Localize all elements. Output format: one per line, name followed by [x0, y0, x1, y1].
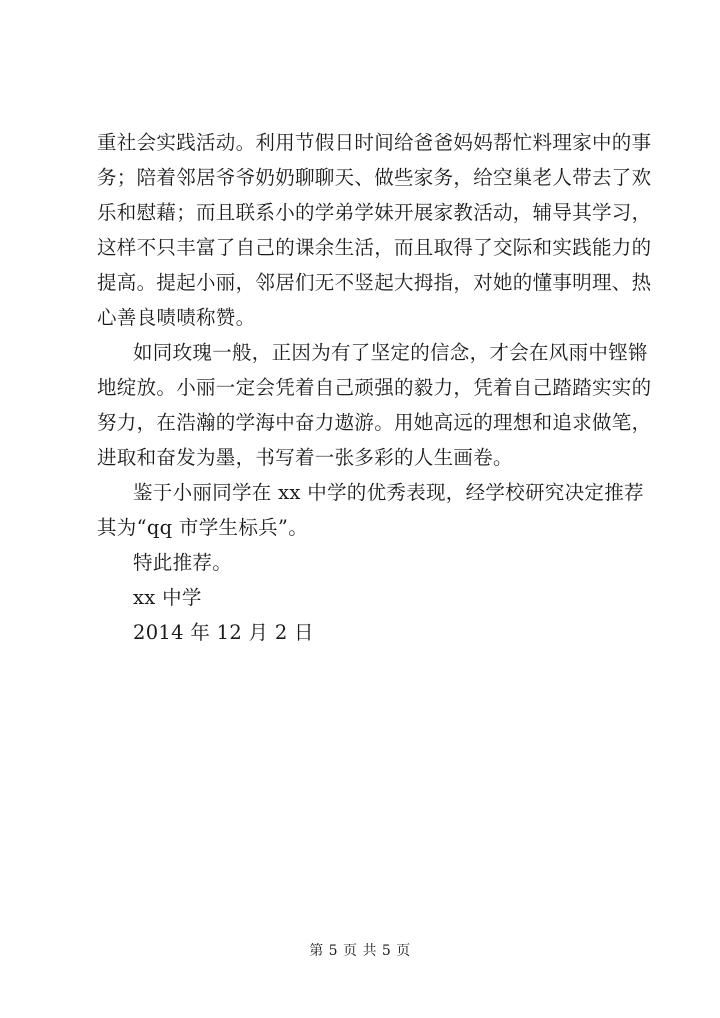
signature-school: xx 中学	[133, 586, 202, 609]
paragraph-line: 其为“qq 市学生标兵”。	[97, 516, 309, 539]
paragraph-line: 如同玫瑰一般，正因为有了坚定的信念，才会在风雨中铿锵	[133, 341, 648, 364]
closing-line: 特此推荐。	[133, 551, 233, 574]
signature-date: 2014 年 12 月 2 日	[133, 621, 314, 644]
paragraph-line: 乐和慰藉；而且联系小的学弟学妹开展家教活动，辅导其学习，	[97, 201, 652, 224]
paragraph-line: 进取和奋发为墨，书写着一张多彩的人生画卷。	[97, 446, 513, 469]
page-number-footer: 第 5 页 共 5 页	[309, 943, 411, 959]
paragraph-line: 这样不只丰富了自己的课余生活，而且取得了交际和实践能力的	[97, 236, 652, 259]
paragraph-line: 务；陪着邻居爷爷奶奶聊聊天、做些家务，给空巢老人带去了欢	[97, 166, 652, 189]
paragraph-line: 重社会实践活动。利用节假日时间给爸爸妈妈帮忙料理家中的事	[97, 131, 652, 154]
paragraph-line: 心善良啧啧称赞。	[97, 306, 256, 329]
paragraph-line: 提高。提起小丽，邻居们无不竖起大拇指，对她的懂事明理、热	[97, 271, 652, 294]
paragraph-line: 地绽放。小丽一定会凭着自己顽强的毅力，凭着自己踏踏实实的	[97, 376, 652, 399]
paragraph-line: 鉴于小丽同学在 xx 中学的优秀表现，经学校研究决定推荐	[133, 481, 644, 504]
paragraph-line: 努力，在浩瀚的学海中奋力遨游。用她高远的理想和追求做笔，	[97, 411, 652, 434]
